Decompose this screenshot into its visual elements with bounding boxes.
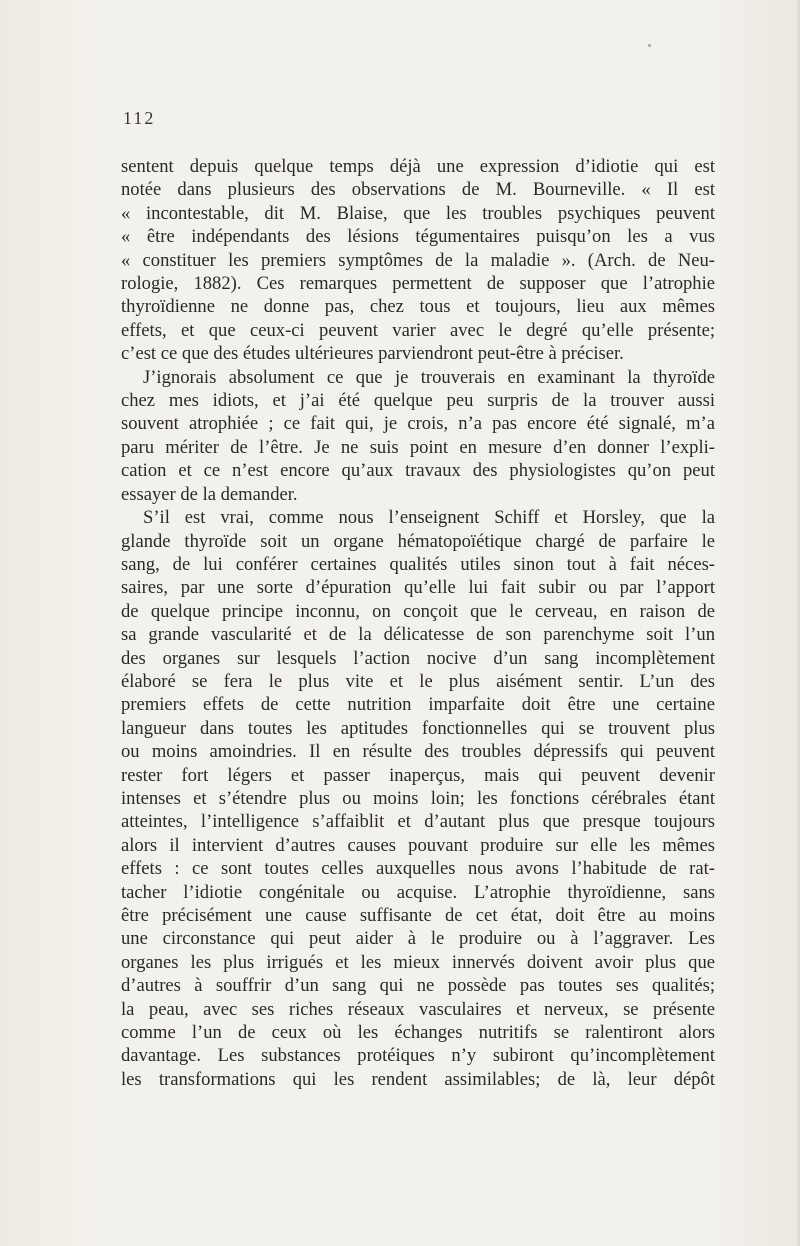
text-line: langueur dans toutes les aptitudes fonctionnelles qui se trouvent plus (121, 717, 715, 739)
page-edge-shadow (796, 0, 800, 1246)
text-line: intenses et s’étendre plus ou moins loin; les fonctions cérébrales étant (121, 787, 715, 809)
paper-speck (648, 44, 651, 47)
text-line: cation et ce n’est encore qu’aux travaux des physiologistes qu’on peut (121, 460, 715, 482)
text-line: atteintes, l’intelligence s’affaiblit et d’autant plus que presque toujours (121, 811, 715, 833)
text-line: sang, de lui conférer certaines qualités utiles sinon tout à fait néces- (121, 553, 715, 575)
text-line: ou moins amoindries. Il en résulte des troubles dépressifs qui peuvent (121, 741, 715, 763)
text-line: d’autres à souffrir d’un sang qui ne possède pas toutes ses qualités; (121, 975, 715, 997)
text-line: essayer de la demander. (121, 483, 298, 505)
text-line: notée dans plusieurs des observations de M. Bourneville. « Il est (121, 179, 715, 201)
text-line: rologie, 1882). Ces remarques permettent de supposer que l’atrophie (121, 273, 715, 295)
text-line: comme l’un de ceux où les échanges nutritifs se ralentiront alors (121, 1022, 715, 1044)
text-line: c’est ce que des études ultérieures parviendront peut-être à préciser. (121, 343, 624, 365)
text-line: effets : ce sont toutes celles auxquelles nous avons l’habitude de rat- (121, 858, 715, 880)
text-line: davantage. Les substances protéiques n’y subiront qu’incomplètement (121, 1045, 715, 1067)
text-line: thyroïdienne ne donne pas, chez tous et toujours, lieu aux mêmes (121, 296, 715, 318)
text-line: sa grande vascularité et de la délicatesse de son parenchyme soit l’un (121, 624, 715, 646)
text-line: souvent atrophiée ; ce fait qui, je crois, n’a pas encore été signalé, m’a (121, 413, 715, 435)
text-line: J’ignorais absolument ce que je trouverais en examinant la thyroïde (143, 366, 715, 388)
text-line: organes les plus irrigués et les mieux innervés doivent avoir plus que (121, 951, 715, 973)
text-line: effets, et que ceux-ci peuvent varier avec le degré qu’elle présente; (121, 319, 715, 341)
page-number: 112 (123, 108, 156, 128)
text-line: élaboré se fera le plus vite et le plus aisément sentir. L’un des (121, 670, 715, 692)
text-line: rester fort légers et passer inaperçus, mais qui peuvent devenir (121, 764, 715, 786)
text-line: la peau, avec ses riches réseaux vasculaires et nerveux, se présente (121, 998, 715, 1020)
text-line: une circonstance qui peut aider à le produire ou à l’aggraver. Les (121, 928, 715, 950)
text-line: chez mes idiots, et j’ai été quelque peu surpris de la trouver aussi (121, 390, 715, 412)
text-line: « constituer les premiers symptômes de la maladie ». (Arch. de Neu- (121, 249, 715, 271)
text-line: être précisément une cause suffisante de cet état, doit être au moins (121, 905, 715, 926)
text-line: S’il est vrai, comme nous l’enseignent Schiff et Horsley, que la (143, 507, 715, 529)
text-line: saires, par une sorte d’épuration qu’elle lui fait subir ou par l’apport (121, 577, 715, 599)
text-line: tacher l’idiotie congénitale ou acquise. L’atrophie thyroïdienne, sans (121, 881, 715, 903)
body-text (121, 155, 715, 1091)
text-line: glande thyroïde soit un organe hématopoïétique chargé de parfaire le (121, 530, 715, 552)
text-line: les transformations qui les rendent assimilables; de là, leur dépôt (121, 1068, 715, 1090)
text-line: alors il intervient d’autres causes pouvant produire sur elle les mêmes (121, 834, 715, 856)
text-line: premiers effets de cette nutrition imparfaite doit être une certaine (121, 694, 715, 716)
text-line: « incontestable, dit M. Blaise, que les troubles psychiques peuvent (121, 202, 715, 224)
text-line: paru mériter de l’être. Je ne suis point en mesure d’en donner l’expli- (121, 436, 715, 458)
text-line: « être indépendants des lésions tégumentaires puisqu’on les a vus (121, 226, 715, 248)
text-line: sentent depuis quelque temps déjà une expression d’idiotie qui est (121, 156, 715, 177)
text-line: de quelque principe inconnu, on conçoit que le cerveau, en raison de (121, 600, 715, 622)
text-line: des organes sur lesquels l’action nocive d’un sang incomplètement (121, 647, 715, 669)
